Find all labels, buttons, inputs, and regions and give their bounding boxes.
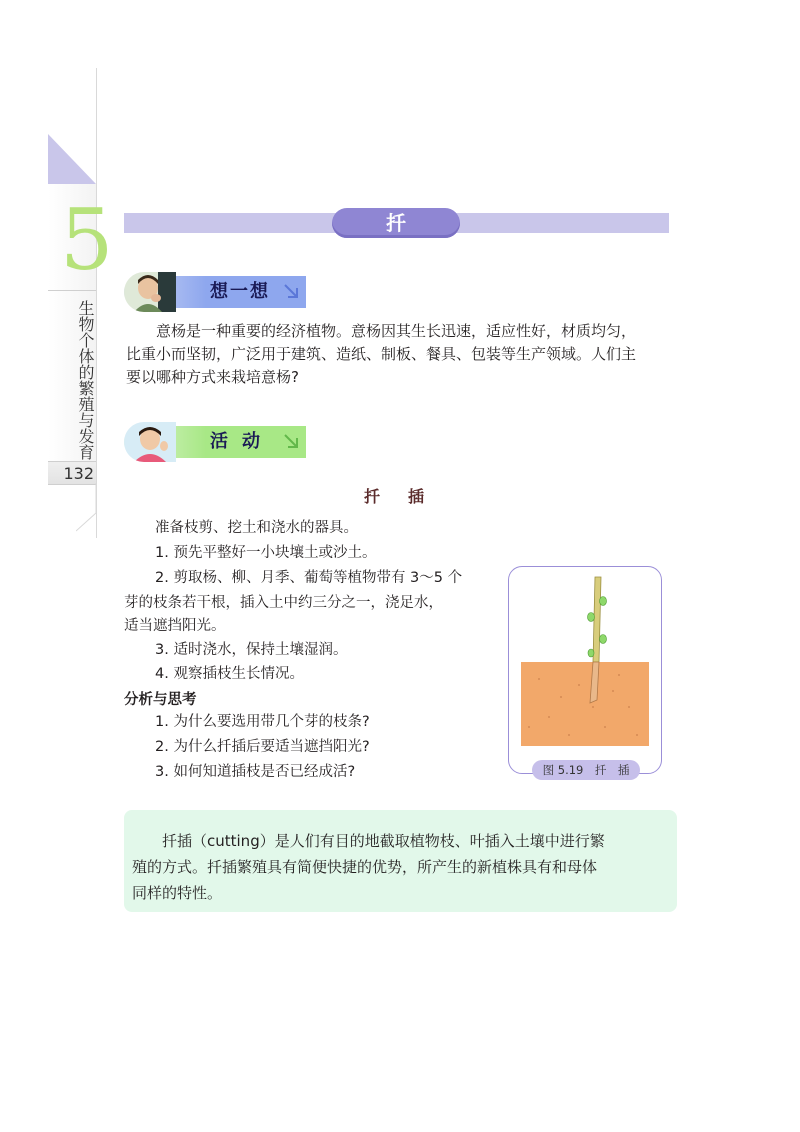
activity-step-2: 2. 剪取杨、柳、月季、葡萄等植物带有 3～5 个: [155, 570, 463, 586]
margin-rule: [96, 68, 97, 538]
activity-step-1: 1. 预先平整好一小块壤土或沙土。: [155, 545, 377, 561]
chapter-title: 生物个体的繁殖与发育: [76, 300, 95, 460]
analysis-question-2: 2. 为什么扦插后要适当遮挡阳光?: [155, 739, 370, 755]
corner-triangle-decoration: [48, 134, 96, 184]
activity-tab: [124, 422, 308, 456]
figure-caption: 图 5.19 扦 插: [532, 760, 640, 780]
activity-step-3: 3. 适时浇水，保持土壤湿润。: [155, 642, 348, 658]
page-number-bar: [48, 461, 96, 485]
think-tab: [124, 272, 308, 306]
chapter-divider: [48, 290, 96, 291]
analysis-question-3: 3. 如何知道插枝是否已经成活?: [155, 764, 356, 780]
chapter-number: 5: [60, 191, 114, 289]
analysis-heading: 分析与思考: [124, 692, 197, 708]
activity-step-2-cont: 芽的枝条若干根，插入土中约三分之一，浇足水，: [124, 595, 443, 611]
section-banner: [332, 208, 460, 265]
cutting-illustration: [509, 567, 661, 773]
arrow-down-right-icon: [282, 282, 302, 302]
summary-line-3: 同样的特性。: [132, 884, 223, 902]
activity-step-4: 4. 观察插枝生长情况。: [155, 666, 304, 682]
think-line-1: 意杨是一种重要的经济植物。意杨因其生长迅速，适应性好，材质均匀，: [156, 322, 637, 340]
think-line-3: 要以哪种方式来栽培意杨?: [126, 368, 299, 386]
analysis-question-1: 1. 为什么要选用带几个芽的枝条?: [155, 714, 370, 730]
summary-line-1: 扦插（cutting）是人们有目的地截取植物枝、叶插入土壤中进行繁: [162, 832, 605, 850]
figure-frame: [508, 566, 662, 774]
activity-tab-photo: [124, 422, 176, 462]
think-line-2: 比重小而坚韧，广泛用于建筑、造纸、制板、餐具、包装等生产领域。人们主: [126, 345, 637, 363]
summary-line-2: 殖的方式。扦插繁殖具有简便快捷的优势，所产生的新植株具有和母体: [132, 858, 598, 876]
summary-text: [132, 828, 672, 906]
arrow-down-right-icon: [282, 432, 302, 452]
activity-step-2-cont2: 适当遮挡阳光。: [124, 618, 226, 634]
section-banner-title: 扦插: [371, 211, 436, 265]
think-tab-label: 想一想: [210, 281, 270, 302]
think-tab-photo: [124, 272, 176, 312]
activity-prep: 准备枝剪、挖土和浇水的器具。: [155, 520, 358, 536]
activity-title: 扦插: [364, 487, 453, 506]
think-paragraph: [126, 320, 676, 389]
soil-block: [521, 662, 649, 746]
margin-corner-line: [76, 483, 98, 533]
page-number: 132: [63, 464, 94, 483]
activity-tab-label: 活动: [210, 431, 274, 452]
